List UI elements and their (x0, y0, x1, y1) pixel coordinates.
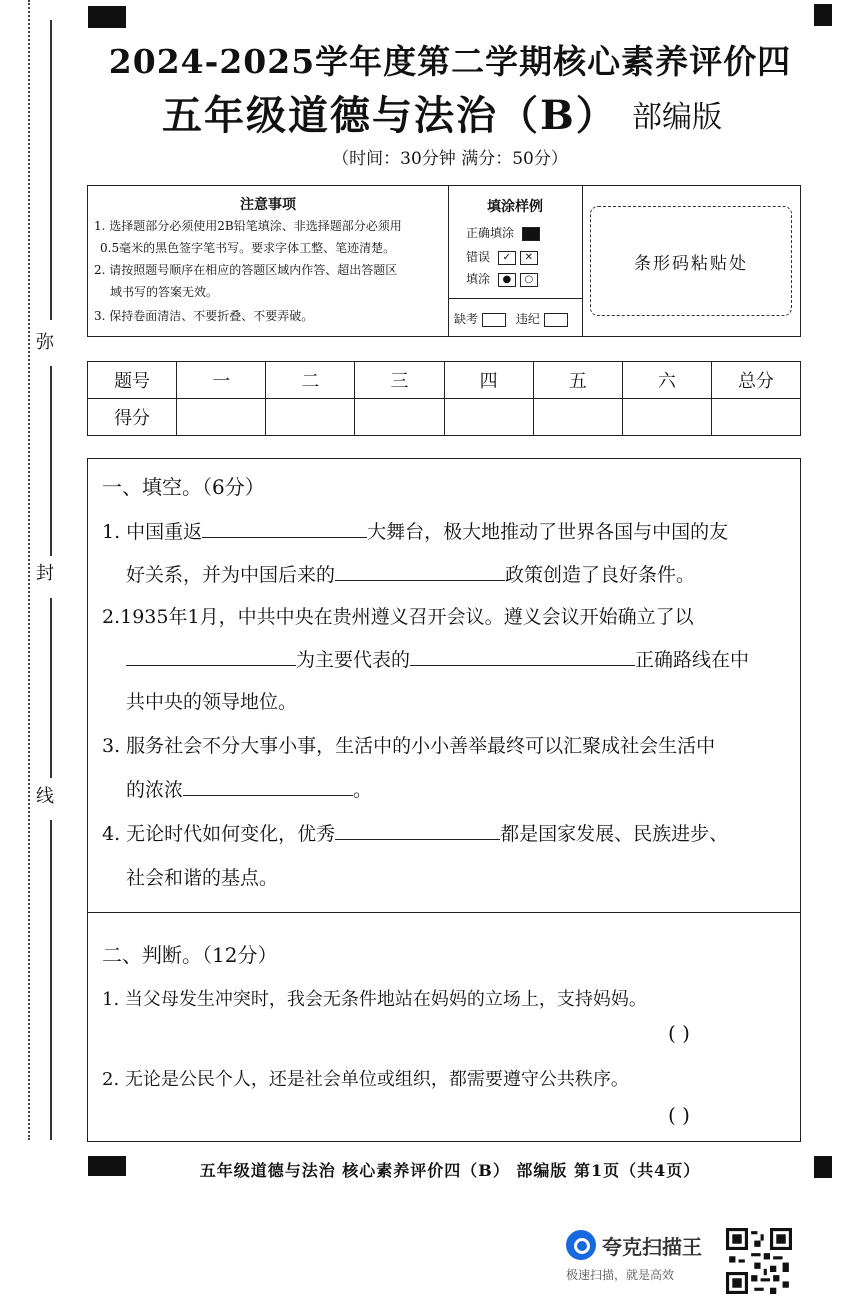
question-text: 大舞台，极大地推动了世界各国与中国的友 (367, 521, 729, 543)
fill-wrong-row (466, 248, 538, 265)
binding-label-feng: 封 (36, 563, 54, 584)
fill-correct-label: 正确填涂 (466, 226, 515, 240)
fill-wrong-label-2: 填涂 (466, 272, 491, 286)
score-cell[interactable] (444, 399, 533, 436)
notice-title: 注意事项 (240, 197, 296, 213)
question-line: 2.1935年1月，中共中央在贵州遵义召开会议。遵义会议开始确立了以 (102, 606, 694, 628)
section-heading: 一、填空。（6分） (102, 475, 265, 499)
answer-blank[interactable] (202, 519, 367, 538)
table-cell: 三 (355, 362, 444, 399)
answer-blank[interactable] (183, 777, 353, 796)
answer-blank[interactable] (410, 647, 635, 666)
score-table (87, 361, 801, 436)
score-cell[interactable] (711, 399, 800, 436)
question-text: 好关系，并为中国后来的 (126, 564, 336, 586)
question-line: 3. 服务社会不分大事小事，生活中的小小善举最终可以汇聚成社会生活中 (102, 735, 716, 757)
violation-checkbox[interactable] (544, 313, 568, 327)
edition-label: 部编版 (632, 100, 722, 135)
absent-violation-row (454, 310, 568, 327)
binding-dotted-line (28, 0, 30, 1140)
score-cell[interactable] (177, 399, 266, 436)
fill-sample-title: 填涂样例 (487, 199, 543, 215)
question-area (87, 458, 801, 1142)
question-line: 共中央的领导地位。 (126, 691, 298, 713)
table-cell: 得分 (88, 399, 177, 436)
barcode-area (590, 206, 792, 316)
table-cell: 总分 (711, 362, 800, 399)
question-line: 1. 当父母发生冲突时，我会无条件地站在妈妈的立场上，支持妈妈。 (102, 989, 647, 1010)
corner-marker-top-left (88, 6, 126, 28)
watermark-slogan: 极速扫描，就是高效 (566, 1268, 675, 1282)
question-line (102, 819, 728, 846)
absent-checkbox[interactable] (482, 313, 506, 327)
watermark-brand (566, 1230, 702, 1260)
table-cell: 题号 (88, 362, 177, 399)
question-line (126, 560, 695, 587)
answer-blank[interactable] (126, 647, 296, 666)
binding-segment (50, 598, 52, 778)
exam-title: 2024-2025学年度第二学期核心素养评价四 (108, 42, 792, 81)
filled-box-icon (522, 227, 540, 241)
question-text: 4. 无论时代如何变化，优秀 (102, 823, 336, 845)
question-text: 为主要代表的 (296, 649, 411, 671)
table-cell: 二 (266, 362, 355, 399)
question-text: 都是国家发展、民族进步、 (500, 823, 729, 845)
question-line (126, 775, 372, 802)
question-line: 2. 无论是公民个人，还是社会单位或组织，都需要遵守公共秩序。 (102, 1069, 629, 1090)
question-text: 。 (353, 779, 373, 801)
watermark-name: 夸克扫描王 (602, 1234, 702, 1259)
score-cell[interactable] (266, 399, 355, 436)
notice-item: 3. 保持卷面清洁、不要折叠、不要弄破。 (94, 309, 314, 323)
table-cell: 五 (533, 362, 622, 399)
cross-box-icon: ✕ (520, 251, 538, 265)
subject-title: 五年级道德与法治（B） (162, 92, 618, 139)
notice-item: 域书写的答案无效。 (110, 285, 219, 299)
table-cell: 四 (444, 362, 533, 399)
circle-box-icon: ○ (520, 273, 538, 287)
answer-parentheses[interactable]: ( ) (668, 1021, 690, 1045)
question-line: 社会和谐的基点。 (126, 867, 279, 889)
question-line (102, 517, 728, 544)
notice-column (88, 186, 449, 336)
score-cell[interactable] (355, 399, 444, 436)
table-cell: 一 (177, 362, 266, 399)
binding-label-xian: 线 (36, 786, 54, 807)
page-footer: 五年级道德与法治 核心素养评价四（B） 部编版 第1页（共4页） (199, 1161, 701, 1180)
binding-segment (50, 820, 52, 1140)
divider (448, 298, 582, 299)
fill-wrong-label: 错误 (466, 250, 491, 264)
corner-marker-top-right (814, 4, 832, 26)
answer-blank[interactable] (335, 821, 500, 840)
section-heading: 二、判断。（12分） (102, 943, 278, 967)
barcode-column (582, 186, 800, 336)
table-row (88, 362, 801, 399)
notice-item: 2. 请按照题号顺序在相应的答题区域内作答、超出答题区 (94, 263, 398, 277)
question-text: 正确路线在中 (635, 649, 750, 671)
table-row (88, 399, 801, 436)
binding-label-mi: 弥 (36, 332, 54, 353)
question-text: 的浓浓 (126, 779, 184, 801)
score-cell[interactable] (622, 399, 711, 436)
qr-code-icon (726, 1228, 792, 1294)
answer-parentheses[interactable]: ( ) (668, 1103, 690, 1127)
fill-wrong-row-2 (466, 270, 538, 287)
barcode-label: 条形码粘贴处 (634, 253, 748, 274)
question-text: 政策创造了良好条件。 (505, 564, 696, 586)
notice-panel (87, 185, 801, 337)
fill-correct-row (466, 224, 540, 241)
notice-item: 1. 选择题部分必须使用2B铅笔填涂、非选择题部分必须用 (94, 219, 402, 233)
section-divider (88, 912, 800, 913)
binding-segment (50, 366, 52, 556)
notice-item: 0.5毫米的黑色签字笔书写。要求字体工整、笔迹清楚。 (100, 241, 396, 255)
violation-label: 违纪 (515, 312, 540, 326)
table-cell: 六 (622, 362, 711, 399)
time-info: （时间：30分钟 满分：50分） (332, 149, 568, 169)
answer-blank[interactable] (335, 562, 505, 581)
score-cell[interactable] (533, 399, 622, 436)
question-line (126, 645, 749, 672)
dot-box-icon: ● (498, 273, 516, 287)
fill-sample-column (448, 186, 583, 336)
question-text: 1. 中国重返 (102, 521, 203, 543)
scanner-logo-icon (566, 1230, 596, 1260)
check-box-icon: ✓ (498, 251, 516, 265)
absent-label: 缺考 (454, 312, 479, 326)
